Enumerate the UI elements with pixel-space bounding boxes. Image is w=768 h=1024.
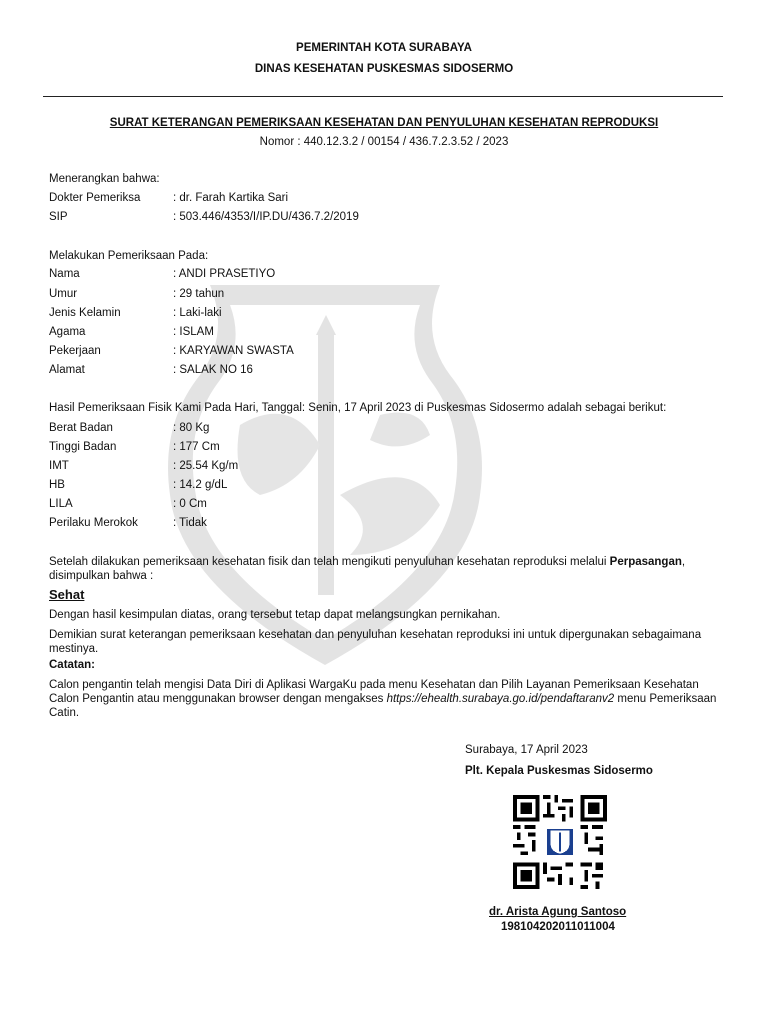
patient-value: : ANDI PRASETIYO bbox=[173, 268, 276, 280]
patient-value: : KARYAWAN SWASTA bbox=[173, 345, 294, 357]
conclusion-line2: disimpulkan bahwa : bbox=[49, 570, 154, 582]
result-label: LILA bbox=[49, 498, 73, 510]
conclusion-paragraph bbox=[49, 555, 719, 583]
sip-value: : 503.446/4353/I/IP.DU/436.7.2/2019 bbox=[173, 211, 359, 223]
signature-place-date: Surabaya, 17 April 2023 bbox=[465, 744, 588, 756]
doctor-label: Dokter Pemeriksa bbox=[49, 192, 141, 204]
conclusion-statement: Dengan hasil kesimpulan diatas, orang tersebut tetap dapat melangsungkan pernikahan. bbox=[49, 609, 501, 621]
header-government: PEMERINTAH KOTA SURABAYA bbox=[296, 42, 472, 54]
patient-label: Umur bbox=[49, 288, 78, 300]
note-text: Calon pengantin telah mengisi Data Diri di Aplikasi WargaKu pada menu Kesehatan dan Pilih Layanan Pemeriksaan Kesehatan Calon Pengantin atau menggunakan browser dengan mengakses bbox=[49, 679, 699, 705]
note-paragraph bbox=[49, 678, 719, 720]
conclusion-comma: , bbox=[681, 556, 686, 568]
document-title: SURAT KETERANGAN PEMERIKSAAN KESEHATAN DAN PENYULUHAN KESEHATAN REPRODUKSI bbox=[109, 117, 659, 129]
result-value: : Tidak bbox=[173, 517, 207, 529]
sip-label: SIP bbox=[49, 211, 68, 223]
qr-code bbox=[510, 795, 610, 889]
intro-text: Menerangkan bahwa: bbox=[49, 173, 160, 185]
closing-statement: Demikian surat keterangan pemeriksaan kesehatan dan penyuluhan kesehatan reproduksi ini untuk dipergunakan sebagaimana mestinya. bbox=[49, 629, 702, 655]
result-label: Tinggi Badan bbox=[49, 441, 117, 453]
document-number: Nomor : 440.12.3.2 / 00154 / 436.7.2.3.52 / 2023 bbox=[259, 136, 509, 148]
result-label: Berat Badan bbox=[49, 422, 113, 434]
patient-label: Pekerjaan bbox=[49, 345, 101, 357]
registration-link[interactable]: https://ehealth.surabaya.go.id/pendaftaranv2 bbox=[386, 693, 615, 705]
patient-value: : 29 tahun bbox=[173, 288, 225, 300]
patient-value: : SALAK NO 16 bbox=[173, 364, 253, 376]
result-label: HB bbox=[49, 479, 65, 491]
result-value: : 14.2 g/dL bbox=[173, 479, 228, 491]
patient-label: Nama bbox=[49, 268, 80, 280]
patient-label: Agama bbox=[49, 326, 86, 338]
conclusion-method: Perpasangan bbox=[609, 556, 682, 568]
note-title: Catatan: bbox=[49, 659, 96, 671]
result-value: : 25.54 Kg/m bbox=[173, 460, 239, 472]
result-label: IMT bbox=[49, 460, 69, 472]
patient-value: : Laki-laki bbox=[173, 307, 222, 319]
signer-nip: 198104202011011004 bbox=[501, 921, 615, 933]
patient-label: Jenis Kelamin bbox=[49, 307, 121, 319]
doctor-value: : dr. Farah Kartika Sari bbox=[173, 192, 289, 204]
result-intro: Hasil Pemeriksaan Fisik Kami Pada Hari, Tanggal: Senin, 17 April 2023 di Puskesmas Sidosermo adalah sebagai berikut: bbox=[49, 402, 667, 414]
signer-name: dr. Arista Agung Santoso bbox=[489, 906, 627, 918]
header-divider bbox=[43, 96, 723, 97]
result-label: Perilaku Merokok bbox=[49, 517, 138, 529]
patient-label: Alamat bbox=[49, 364, 85, 376]
result-value: : 80 Kg bbox=[173, 422, 210, 434]
patient-value: : ISLAM bbox=[173, 326, 214, 338]
note-text-end: menu Pemeriksaan Catin. bbox=[49, 693, 717, 719]
conclusion-text: Setelah dilakukan pemeriksaan kesehatan fisik dan telah mengikuti penyuluhan kesehatan reproduksi melalui bbox=[49, 556, 610, 568]
result-value: : 177 Cm bbox=[173, 441, 220, 453]
header-department: DINAS KESEHATAN PUSKESMAS SIDOSERMO bbox=[254, 63, 514, 75]
signature-position: Plt. Kepala Puskesmas Sidosermo bbox=[465, 765, 653, 777]
result-value: : 0 Cm bbox=[173, 498, 207, 510]
exam-intro: Melakukan Pemeriksaan Pada: bbox=[49, 250, 209, 262]
health-status: Sehat bbox=[49, 587, 85, 602]
